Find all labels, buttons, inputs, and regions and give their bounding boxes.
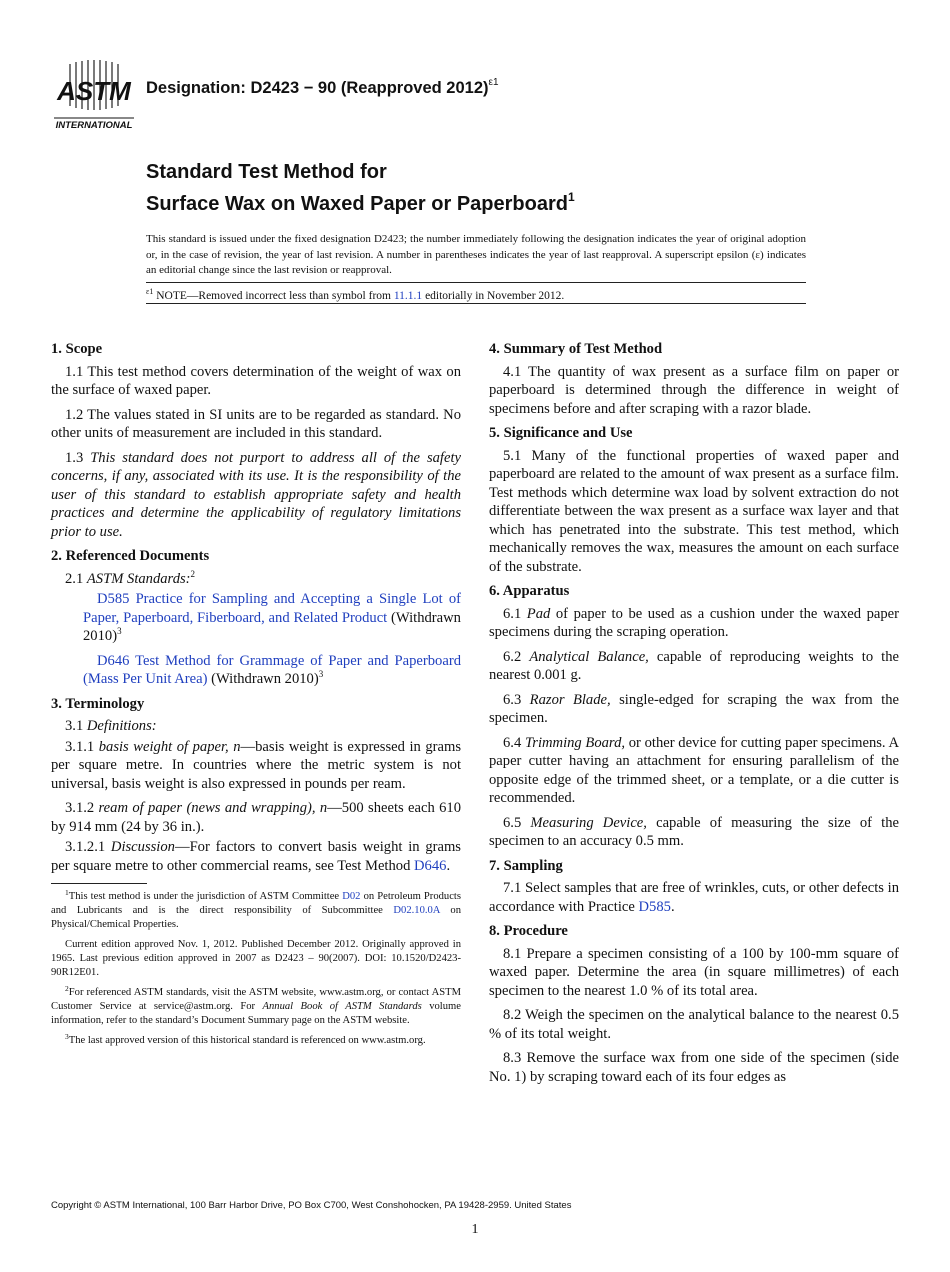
paragraph: 1.1 This test method covers determination of the weight of wax on the surface of waxed paper. bbox=[51, 363, 461, 398]
paragraph: 6.2 Analytical Balance, capable of reproducing weights to the nearest 0.001 g. bbox=[489, 648, 900, 683]
editorial-note: $^{\varepsilon 1}$ NOTE—Removed incorrect less than symbol from 11.1.1 editorially in November 2012. bbox=[146, 287, 565, 302]
section-heading: 4. Summary of Test Method bbox=[489, 341, 663, 357]
link-d02[interactable]: D02 bbox=[342, 891, 361, 902]
copyright: Copyright © ASTM International, 100 Barr Harbor Drive, PO Box C700, West Conshohocken, PA 19428-2959. United States bbox=[51, 1200, 572, 1211]
section-heading: 2. Referenced Documents bbox=[51, 548, 210, 564]
paragraph: 6.4 Trimming Board, or other device for cutting paper specimens. A paper cutter having an attachment for ensuring parallelism of the opposite edge of the trimmed sheet, or a template, or a die cutter is recommended. bbox=[489, 734, 900, 806]
footnote-3: $^3$The last approved version of this historical standard is referenced on www.astm.org. bbox=[65, 1032, 426, 1046]
issued-statement: This standard is issued under the fixed designation D2423; the number immediately following the designation indicates the year of original adoption or, in the case of revision, the year of last revision. A number in parentheses indicates the year of last reapproval. A superscript epsilon (ε) indicates an editorial change since the last revision or reapproval. bbox=[146, 233, 806, 276]
reference-d585: D585 Practice for Sampling and Accepting a Single Lot of Paper, Paperboard, Fiberboard, and Related Product (Withdrawn 2010)$^3$ bbox=[83, 591, 461, 644]
reference-d646: D646 Test Method for Grammage of Paper and Paperboard (Mass Per Unit Area) (Withdrawn 2010)$^3$ bbox=[83, 652, 461, 687]
title-line-1: Standard Test Method for bbox=[146, 161, 387, 183]
logo-subtext: INTERNATIONAL bbox=[55, 120, 133, 131]
paragraph: 3.1 Definitions: bbox=[65, 718, 157, 734]
footnote-1: $^1$This test method is under the jurisdiction of ASTM Committee D02 on Petroleum Products and Lubricants and is the direct responsibility of Subcommittee D02.10.0A on Physical/Chemical Properties. bbox=[51, 888, 461, 930]
paragraph: 6.5 Measuring Device, capable of measuring the size of the specimen to an accuracy 0.5 mm. bbox=[489, 814, 899, 849]
paragraph: 8.1 Prepare a specimen consisting of a 100 by 100-mm square of waxed paper. Determine the area (in square millimetres) of each specimen to the nearest 1.0 % of its total area. bbox=[489, 945, 899, 999]
link-d646[interactable]: D646 bbox=[97, 652, 130, 669]
paragraph: 8.3 Remove the surface wax from one side of the specimen (side No. 1) by scraping toward each of its four edges as bbox=[489, 1050, 899, 1085]
document-title bbox=[146, 160, 575, 217]
paragraph: 3.1.2 ream of paper (news and wrapping), n—500 sheets each 610 by 914 mm (24 by 36 in.). bbox=[51, 800, 462, 835]
logo-text: ASTM bbox=[57, 76, 131, 106]
divider-top bbox=[146, 282, 806, 283]
section-heading: 1. Scope bbox=[51, 341, 103, 357]
page-number: 1 bbox=[471, 1222, 479, 1237]
link-d646-inline[interactable]: D646 bbox=[414, 857, 447, 874]
left-column bbox=[51, 340, 461, 1054]
note-link[interactable]: 11.1.1 bbox=[393, 289, 423, 302]
paragraph: 3.1.2.1 Discussion—For factors to convert basis weight in grams per square metre to other commercial reams, see Test Method D646. bbox=[51, 839, 461, 874]
title-line-2: Surface Wax on Waxed Paper or Paperboard$^1$ bbox=[146, 190, 575, 215]
section-heading: 5. Significance and Use bbox=[489, 425, 633, 441]
footnote-2: $^2$For referenced ASTM standards, visit the ASTM website, www.astm.org, or contact ASTM Customer Service at service@astm.org. For Annual Book of ASTM Standards volume information, refer to the standard’s Document Summary page on the ASTM website. bbox=[51, 984, 461, 1026]
paragraph: 2.1 ASTM Standards:$^2$ bbox=[65, 568, 196, 587]
paragraph: 3.1.1 basis weight of paper, n—basis weight is expressed in grams per square metre. In countries where the metric system is not universal, basis weight is also expressed in pounds per ream. bbox=[51, 738, 461, 792]
right-column bbox=[489, 340, 899, 1092]
section-heading: 7. Sampling bbox=[489, 857, 563, 874]
section-heading: 6. Apparatus bbox=[489, 583, 570, 599]
astm-logo bbox=[52, 56, 136, 136]
paragraph: 6.1 Pad of paper to be used as a cushion under the waxed paper specimens during the scraping operation. bbox=[489, 605, 899, 640]
designation: Designation: D2423 − 90 (Reapproved 2012)$^{\varepsilon 1}$ bbox=[146, 77, 499, 97]
paragraph: 8.2 Weigh the specimen on the analytical balance to the nearest 0.5 % of its total weight. bbox=[489, 1007, 899, 1042]
link-d585-inline[interactable]: D585 bbox=[638, 898, 671, 915]
link-d02-10-0a[interactable]: D02.10.0A bbox=[393, 905, 440, 916]
paragraph: 1.2 The values stated in SI units are to be regarded as standard. No other units of measurement are included in this standard. bbox=[51, 406, 461, 441]
footnote-divider bbox=[51, 883, 147, 884]
section-heading: 3. Terminology bbox=[51, 695, 145, 712]
footnote-1-edition: Current edition approved Nov. 1, 2012. Published December 2012. Originally approved in 1965. Last previous edition approved in 2007 as D2423 – 90(2007). DOI: 10.1520/D2423-90R12E01. bbox=[51, 939, 461, 978]
paragraph: 6.3 Razor Blade, single-edged for scraping the wax from the specimen. bbox=[489, 691, 899, 726]
paragraph: 4.1 The quantity of wax present as a surface film on paper or paperboard is determined through the difference in weight of specimens before and after scraping with a razor blade. bbox=[489, 363, 899, 417]
section-heading: 8. Procedure bbox=[489, 923, 568, 939]
paragraph: 7.1 Select samples that are free of wrinkles, cuts, or other defects in accordance with Practice D585. bbox=[489, 880, 899, 915]
paragraph: 1.3 This standard does not purport to address all of the safety concerns, if any, associated with its use. It is the responsibility of the user of this standard to establish appropriate safety and health practices and determine the applicability of regulatory limitations prior to use. bbox=[51, 449, 461, 540]
link-d585[interactable]: D585 bbox=[97, 591, 130, 607]
paragraph: 5.1 Many of the functional properties of waxed paper and paperboard are related to the amount of wax present as a surface film. Test methods which determine wax load by solvent extraction do not differentiate between the wax present as a surface wax layer and that which has penetrated into the substrate. This test method, which mechanically removes the wax, measures the amount on each surface of the substrate. bbox=[489, 447, 899, 575]
divider-bottom bbox=[146, 303, 806, 304]
